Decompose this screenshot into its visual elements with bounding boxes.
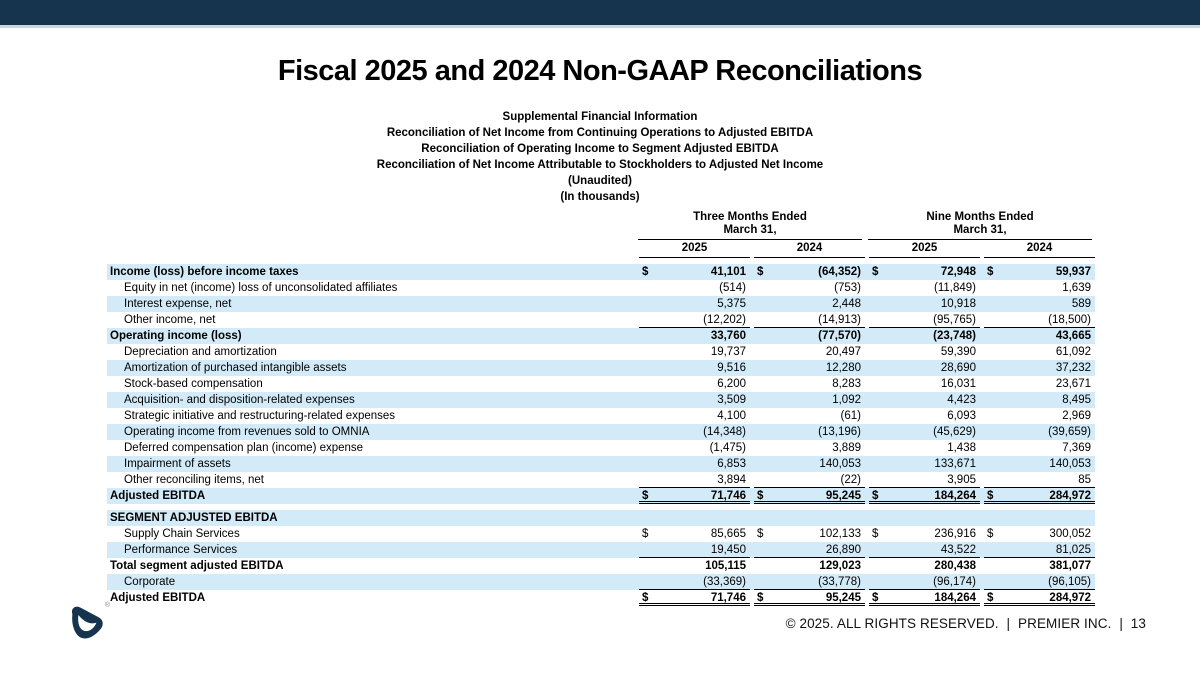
- value-cell: [754, 542, 865, 558]
- cell-value: (33,369): [703, 576, 746, 588]
- table-row: [107, 542, 1095, 558]
- cell-value: 59,937: [1055, 266, 1091, 278]
- row-label: Depreciation and amortization: [124, 346, 277, 358]
- cell-value: 85: [1078, 474, 1091, 486]
- value-cell: [754, 376, 865, 392]
- cell-value: 59,390: [940, 346, 976, 358]
- value-cell: [639, 472, 750, 488]
- footer-text: [782, 616, 1146, 631]
- value-cell: [639, 456, 750, 472]
- value-cell: [869, 440, 980, 456]
- value-cell: [754, 440, 865, 456]
- subtitle-block: [0, 109, 1200, 205]
- value-cell: [984, 296, 1095, 312]
- value-cell: [984, 264, 1095, 280]
- value-cell: [869, 558, 980, 574]
- value-cell: [754, 488, 865, 504]
- cell-value: 37,232: [1055, 362, 1091, 374]
- value-cell: [639, 296, 750, 312]
- cell-value: 133,671: [934, 458, 976, 470]
- table-row: [107, 376, 1095, 392]
- value-cell: [869, 376, 980, 392]
- cell-value: 4,423: [947, 394, 976, 406]
- cell-value: (14,913): [818, 314, 861, 326]
- currency-symbol: $: [642, 528, 649, 540]
- value-cell: [754, 590, 865, 606]
- cell-value: 16,031: [940, 378, 976, 390]
- table-row: [107, 296, 1095, 312]
- currency-symbol: $: [987, 528, 994, 540]
- cell-value: 71,746: [710, 592, 746, 604]
- subtitle-line: Supplemental Financial Information: [502, 111, 698, 123]
- value-cell: [639, 344, 750, 360]
- cell-value: 71,746: [710, 490, 746, 502]
- value-cell: [984, 280, 1095, 296]
- currency-symbol: $: [757, 490, 764, 502]
- row-label: Adjusted EBITDA: [110, 592, 206, 604]
- cell-value: 140,053: [1049, 458, 1091, 470]
- row-label: Operating income from revenues sold to OMNIA: [124, 426, 370, 438]
- value-cell: [639, 392, 750, 408]
- value-cell: [639, 440, 750, 456]
- value-cell: [984, 312, 1095, 328]
- value-cell: [869, 280, 980, 296]
- value-cell: [754, 344, 865, 360]
- premier-logo-mark: [66, 603, 106, 643]
- subtitle-line: Reconciliation of Operating Income to Segment Adjusted EBITDA: [421, 143, 779, 155]
- cell-value: 105,115: [705, 560, 746, 572]
- cell-value: 95,245: [825, 592, 861, 604]
- cell-value: 3,894: [717, 474, 746, 486]
- cell-value: 8,283: [832, 378, 861, 390]
- cell-value: 3,509: [717, 394, 746, 406]
- header-spacer: [107, 211, 635, 240]
- currency-symbol: $: [642, 266, 649, 278]
- row-label: Adjusted EBITDA: [110, 490, 206, 502]
- column-group-headers: [107, 211, 1095, 240]
- cell-value: (96,174): [933, 576, 976, 588]
- value-cell: [984, 328, 1095, 344]
- value-cell: [869, 328, 980, 344]
- cell-value: 129,023: [819, 560, 861, 572]
- value-cell: [869, 590, 980, 606]
- row-label: Other reconciling items, net: [124, 474, 264, 486]
- table-row: [107, 264, 1095, 280]
- currency-symbol: $: [642, 592, 649, 604]
- value-cell: [639, 376, 750, 392]
- currency-symbol: $: [872, 266, 879, 278]
- table-row: [107, 574, 1095, 590]
- currency-symbol: $: [872, 528, 879, 540]
- value-cell: [869, 344, 980, 360]
- table-row: [107, 392, 1095, 408]
- cell-value: (12,202): [703, 314, 746, 326]
- table-row: [107, 344, 1095, 360]
- column-group-nine-months: [868, 211, 1092, 240]
- value-cell: [639, 264, 750, 280]
- cell-value: (753): [834, 282, 861, 294]
- row-label: Interest expense, net: [124, 298, 232, 310]
- cell-value: 280,438: [934, 560, 976, 572]
- table-row: [107, 360, 1095, 376]
- value-cell: [984, 590, 1095, 606]
- value-cell: [984, 376, 1095, 392]
- year-column-header: 2024: [984, 241, 1095, 258]
- cell-value: 1,438: [947, 442, 976, 454]
- table-row: [107, 590, 1095, 606]
- row-label: SEGMENT ADJUSTED EBITDA: [110, 512, 278, 524]
- value-cell: [984, 574, 1095, 590]
- row-label: Acquisition- and disposition-related expenses: [124, 394, 355, 406]
- value-cell: [754, 392, 865, 408]
- table-row: [107, 280, 1095, 296]
- row-label: Equity in net (income) loss of unconsolidated affiliates: [124, 282, 398, 294]
- cell-value: 41,101: [710, 266, 746, 278]
- currency-symbol: $: [757, 266, 764, 278]
- value-cell: [754, 526, 865, 542]
- value-cell: [869, 472, 980, 488]
- year-column-header: 2024: [754, 241, 865, 258]
- cell-value: 5,375: [717, 298, 746, 310]
- subtitle-line: (Unaudited): [568, 175, 632, 187]
- currency-symbol: $: [872, 592, 879, 604]
- table-section-reconciliation: [107, 264, 1095, 504]
- value-cell: [984, 526, 1095, 542]
- cell-value: 4,100: [717, 410, 746, 422]
- value-cell: [639, 590, 750, 606]
- cell-value: (1,475): [709, 442, 746, 454]
- value-cell: [984, 360, 1095, 376]
- cell-value: 284,972: [1049, 592, 1091, 604]
- cell-value: 3,889: [832, 442, 861, 454]
- row-label: Amortization of purchased intangible assets: [124, 362, 347, 374]
- cell-value: 6,200: [717, 378, 746, 390]
- value-cell: [639, 488, 750, 504]
- cell-value: (96,105): [1048, 576, 1091, 588]
- cell-value: (14,348): [703, 426, 746, 438]
- cell-value: 1,639: [1062, 282, 1091, 294]
- cell-value: 2,448: [832, 298, 861, 310]
- value-cell: [869, 408, 980, 424]
- cell-value: 19,450: [710, 544, 746, 556]
- year-header-row: [107, 241, 1095, 258]
- value-cell: [984, 408, 1095, 424]
- row-label: Total segment adjusted EBITDA: [110, 560, 284, 572]
- row-label: Strategic initiative and restructuring-related expenses: [124, 410, 396, 422]
- value-cell: [869, 574, 980, 590]
- value-cell: [984, 440, 1095, 456]
- cell-value: (45,629): [933, 426, 976, 438]
- value-cell: [869, 488, 980, 504]
- subtitle-line: Reconciliation of Net Income from Continuing Operations to Adjusted EBITDA: [386, 127, 814, 139]
- value-cell: [754, 574, 865, 590]
- cell-value: 300,052: [1049, 528, 1091, 540]
- cell-value: 7,369: [1062, 442, 1091, 454]
- currency-symbol: $: [642, 490, 649, 502]
- cell-value: 8,495: [1062, 394, 1091, 406]
- registered-trademark-symbol: ®: [104, 602, 110, 609]
- table-row: [107, 558, 1095, 574]
- table-row: [107, 456, 1095, 472]
- table-section-segment: [107, 510, 1095, 606]
- value-cell: [869, 392, 980, 408]
- cell-value: 6,853: [717, 458, 746, 470]
- value-cell: [639, 312, 750, 328]
- currency-symbol: $: [987, 266, 994, 278]
- row-label: Income (loss) before income taxes: [110, 266, 299, 278]
- row-label: Impairment of assets: [124, 458, 231, 470]
- value-cell: [984, 472, 1095, 488]
- table-row: [107, 328, 1095, 344]
- table-row: [107, 488, 1095, 504]
- financial-table: [107, 211, 1095, 606]
- value-cell: [639, 328, 750, 344]
- group-title-line2: March 31,: [953, 223, 1007, 236]
- value-cell: [754, 360, 865, 376]
- page-number: 13: [1130, 616, 1146, 631]
- cell-value: 19,737: [710, 346, 746, 358]
- table-row: [107, 424, 1095, 440]
- cell-value: 81,025: [1055, 544, 1091, 556]
- footer-separator: |: [1006, 616, 1011, 631]
- cell-value: 72,948: [940, 266, 976, 278]
- company-name: PREMIER INC.: [1017, 616, 1112, 631]
- cell-value: (514): [719, 282, 746, 294]
- value-cell: [754, 456, 865, 472]
- cell-value: (39,659): [1048, 426, 1091, 438]
- currency-symbol: $: [757, 592, 764, 604]
- table-row: [107, 440, 1095, 456]
- cell-value: 140,053: [819, 458, 861, 470]
- row-label: Operating income (loss): [110, 330, 242, 342]
- cell-value: 2,969: [1062, 410, 1091, 422]
- value-cell: [754, 280, 865, 296]
- value-cell: [984, 558, 1095, 574]
- cell-value: 381,077: [1049, 560, 1091, 572]
- value-cell: [639, 510, 750, 526]
- year-column-header: 2025: [639, 241, 750, 258]
- row-label: Performance Services: [124, 544, 238, 556]
- cell-value: 184,264: [934, 592, 976, 604]
- value-cell: [869, 542, 980, 558]
- cell-value: 12,280: [825, 362, 861, 374]
- value-cell: [869, 510, 980, 526]
- table-row: [107, 312, 1095, 328]
- value-cell: [639, 408, 750, 424]
- table-row: [107, 510, 1095, 526]
- value-cell: [869, 312, 980, 328]
- subtitle-line: Reconciliation of Net Income Attributable to Stockholders to Adjusted Net Income: [376, 159, 824, 171]
- footer-separator: |: [1119, 616, 1123, 631]
- currency-symbol: $: [757, 528, 764, 540]
- cell-value: 6,093: [947, 410, 976, 422]
- value-cell: [639, 574, 750, 590]
- value-cell: [754, 510, 865, 526]
- row-label: Other income, net: [124, 314, 216, 326]
- value-cell: [984, 392, 1095, 408]
- cell-value: 9,516: [717, 362, 746, 374]
- cell-value: 589: [1071, 298, 1091, 310]
- currency-symbol: $: [987, 592, 994, 604]
- cell-value: 28,690: [940, 362, 976, 374]
- column-group-three-months: [638, 211, 862, 240]
- cell-value: 33,760: [710, 330, 746, 342]
- value-cell: [754, 408, 865, 424]
- cell-value: (33,778): [818, 576, 861, 588]
- cell-value: 23,671: [1055, 378, 1091, 390]
- table-row: [107, 472, 1095, 488]
- value-cell: [869, 456, 980, 472]
- cell-value: 43,522: [940, 544, 976, 556]
- row-label: Deferred compensation plan (income) expense: [124, 442, 364, 454]
- value-cell: [639, 360, 750, 376]
- table-body: [107, 264, 1095, 606]
- top-navy-bar: [0, 0, 1200, 28]
- currency-symbol: $: [987, 490, 994, 502]
- cell-value: 26,890: [825, 544, 861, 556]
- cell-value: 184,264: [934, 490, 976, 502]
- cell-value: (95,765): [933, 314, 976, 326]
- cell-value: 284,972: [1049, 490, 1091, 502]
- value-cell: [754, 424, 865, 440]
- table-row: [107, 408, 1095, 424]
- table-row: [107, 526, 1095, 542]
- value-cell: [984, 424, 1095, 440]
- value-cell: [869, 264, 980, 280]
- cell-value: 85,665: [710, 528, 746, 540]
- value-cell: [754, 558, 865, 574]
- group-title-line1: Nine Months Ended: [926, 211, 1034, 223]
- cell-value: (11,849): [934, 282, 976, 294]
- value-cell: [984, 344, 1095, 360]
- cell-value: (18,500): [1048, 314, 1091, 326]
- row-label: Supply Chain Services: [124, 528, 240, 540]
- cell-value: 43,665: [1055, 330, 1091, 342]
- value-cell: [869, 526, 980, 542]
- cell-value: 1,092: [832, 394, 861, 406]
- cell-value: 95,245: [825, 490, 861, 502]
- value-cell: [869, 360, 980, 376]
- header-spacer: [107, 241, 635, 258]
- cell-value: (22): [840, 474, 861, 486]
- value-cell: [639, 542, 750, 558]
- year-column-header: 2025: [869, 241, 980, 258]
- value-cell: [984, 456, 1095, 472]
- value-cell: [639, 424, 750, 440]
- row-label: Stock-based compensation: [124, 378, 263, 390]
- value-cell: [984, 488, 1095, 504]
- cell-value: (61): [840, 410, 861, 422]
- cell-value: 102,133: [819, 528, 861, 540]
- value-cell: [984, 542, 1095, 558]
- value-cell: [754, 296, 865, 312]
- value-cell: [754, 264, 865, 280]
- group-title-line2: March 31,: [723, 223, 777, 236]
- value-cell: [984, 510, 1095, 526]
- value-cell: [639, 280, 750, 296]
- cell-value: (77,570): [818, 330, 861, 342]
- cell-value: 10,918: [940, 298, 976, 310]
- cell-value: 236,916: [934, 528, 976, 540]
- value-cell: [639, 526, 750, 542]
- row-label: Corporate: [124, 576, 176, 588]
- value-cell: [869, 424, 980, 440]
- subtitle-line: (In thousands): [560, 191, 640, 203]
- copyright-text: © 2025. ALL RIGHTS RESERVED.: [785, 616, 999, 631]
- premier-logo: [66, 603, 112, 647]
- page-title: Fiscal 2025 and 2024 Non-GAAP Reconciliations: [277, 55, 923, 87]
- currency-symbol: $: [872, 490, 879, 502]
- value-cell: [754, 328, 865, 344]
- cell-value: 61,092: [1055, 346, 1091, 358]
- cell-value: (13,196): [818, 426, 861, 438]
- value-cell: [869, 296, 980, 312]
- cell-value: (64,352): [818, 266, 861, 278]
- value-cell: [639, 558, 750, 574]
- value-cell: [754, 312, 865, 328]
- cell-value: (23,748): [933, 330, 976, 342]
- cell-value: 3,905: [947, 474, 976, 486]
- cell-value: 20,497: [825, 346, 861, 358]
- value-cell: [754, 472, 865, 488]
- group-title-line1: Three Months Ended: [693, 211, 807, 223]
